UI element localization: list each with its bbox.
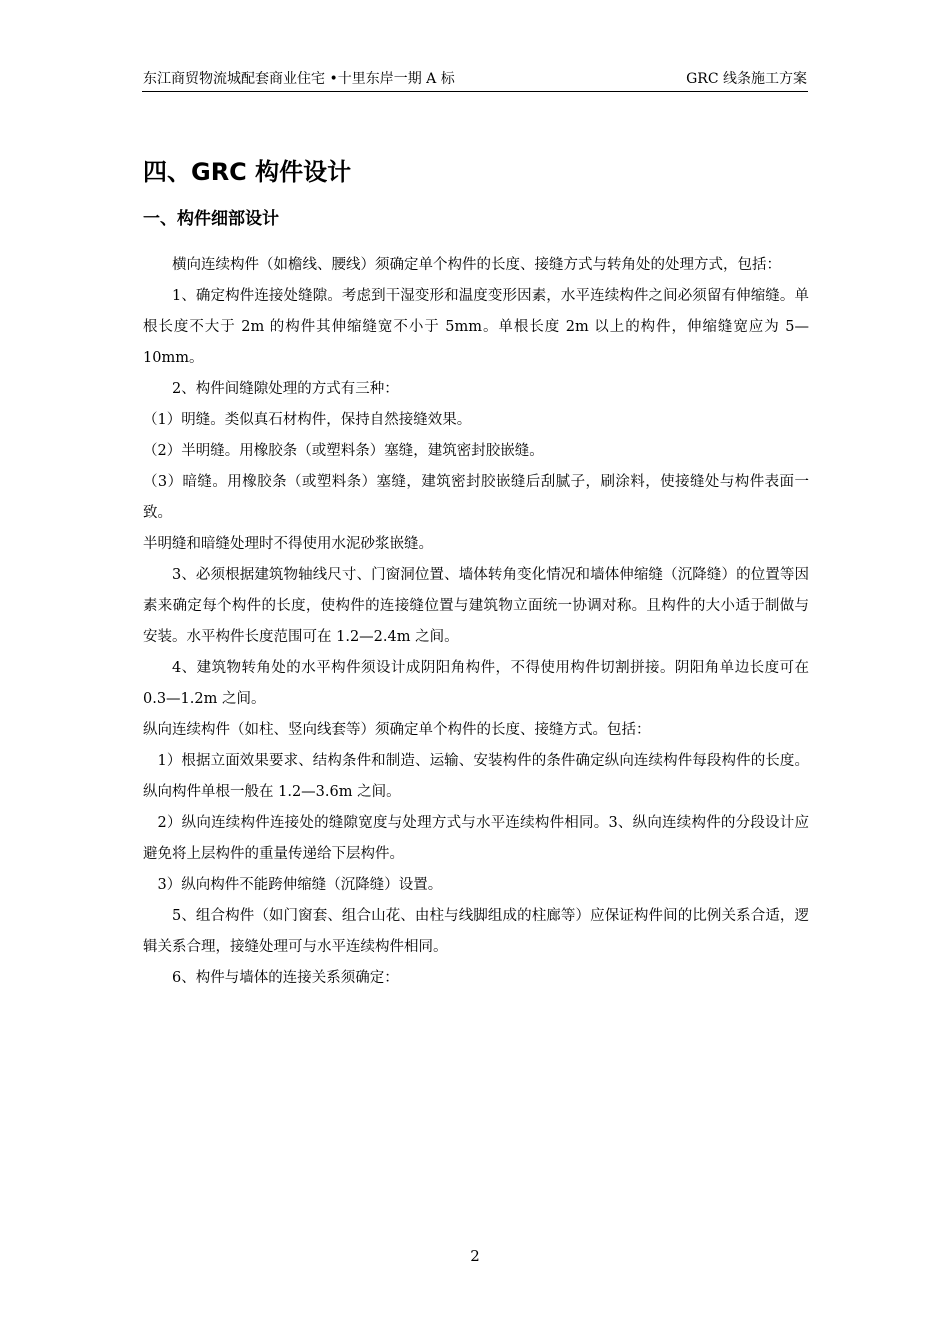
header-document-title: GRC 线条施工方案 [686, 71, 807, 87]
header-divider [142, 91, 808, 92]
page-number: 2 [470, 1247, 480, 1265]
paragraph-item-6: 6、构件与墙体的连接关系须确定： [172, 970, 399, 986]
paragraph-intro-vertical: 纵向连续构件（如柱、竖向线套等）须确定单个构件的长度、接缝方式。包括： [143, 722, 651, 738]
paragraph-joint-type-1: （1）明缝。类似真石材构件，保持自然接缝效果。 [143, 412, 472, 428]
paragraph-item-4: 4、建筑物转角处的水平构件须设计成阴阳角构件，不得使用构件切割拼接。阴阳角单边长度可在 0.3—1.2m 之间。 [143, 660, 809, 707]
paragraph-joint-type-2: （2）半明缝。用橡胶条（或塑料条）塞缝，建筑密封胶嵌缝。 [143, 443, 544, 459]
paragraph-joint-note: 半明缝和暗缝处理时不得使用水泥砂浆嵌缝。 [143, 536, 433, 552]
paragraph-vertical-2: 2）纵向连续构件连接处的缝隙宽度与处理方式与水平连续构件相同。3、纵向连续构件的分段设计应避免将上层构件的重量传递给下层构件。 [143, 815, 809, 862]
paragraph-intro-horizontal: 横向连续构件（如檐线、腰线）须确定单个构件的长度、接缝方式与转角处的处理方式，包括： [172, 257, 781, 273]
paragraph-item-2: 2、构件间缝隙处理的方式有三种： [172, 381, 399, 397]
paragraph-joint-type-3: （3）暗缝。用橡胶条（或塑料条）塞缝，建筑密封胶嵌缝后刮腻子，刷涂料，使接缝处与构件表面一致。 [143, 474, 809, 521]
paragraph-vertical-3: 3）纵向构件不能跨伸缩缝（沉降缝）设置。 [157, 877, 443, 893]
header-project-title: 东江商贸物流城配套商业住宅 •十里东岸一期 A 标 [143, 71, 455, 87]
paragraph-item-5: 5、组合构件（如门窗套、组合山花、由柱与线脚组成的柱廊等）应保证构件间的比例关系合适，逻辑关系合理，接缝处理可与水平连续构件相同。 [143, 908, 809, 955]
paragraph-item-3: 3、必须根据建筑物轴线尺寸、门窗洞位置、墙体转角变化情况和墙体伸缩缝（沉降缝）的位置等因素来确定每个构件的长度，使构件的连接缝位置与建筑物立面统一协调对称。且构件的大小适于制做与安装。水平构件长度范围可在 1.2—2.4m 之间。 [143, 567, 809, 645]
paragraph-item-1: 1、确定构件连接处缝隙。考虑到干湿变形和温度变形因素，水平连续构件之间必须留有伸缩缝。单根长度不大于 2m 的构件其伸缩缝宽不小于 5mm。单根长度 2m 以上的构件，伸缩缝宽应为 5—10mm。 [143, 288, 809, 366]
body-text [143, 250, 809, 994]
subsection-title: 一、构件细部设计 [143, 209, 279, 229]
paragraph-vertical-1: 1）根据立面效果要求、结构条件和制造、运输、安装构件的条件确定纵向连续构件每段构件的长度。纵向构件单根一般在 1.2—3.6m 之间。 [143, 753, 809, 800]
section-title: 四、GRC 构件设计 [143, 158, 352, 186]
